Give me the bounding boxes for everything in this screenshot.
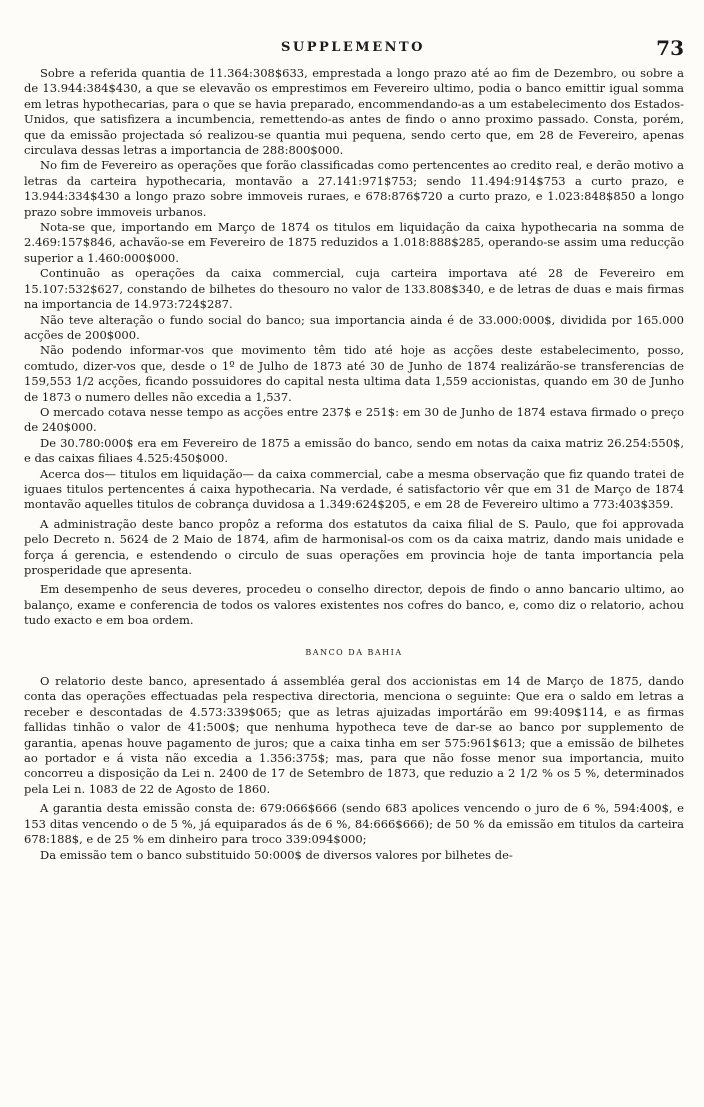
running-title: SUPPLEMENTO <box>280 40 425 55</box>
paragraph: Não teve alteração o fundo social do banco; sua importancia ainda é de 33.000:000$, dividida por 165.000 acções de 200$000. <box>24 312 684 342</box>
paragraph: A administração deste banco propôz a reforma dos estatutos da caixa filial de S. Paulo, que foi approvada pelo Decreto n. 5624 de 2 Maio de 1874, afim de harmonisal-os com os da caixa matriz, dando mais unidade e força á gerencia, e estendendo o circulo de suas operações em provincia hoje de tanta importancia pela prosperidade que apresenta. <box>24 516 684 577</box>
paragraph: Acerca dos— titulos em liquidação— da caixa commercial, cabe a mesma observação que fiz quando tratei de iguaes titulos pertencentes á caixa hypothecaria. Na verdade, é satisfactorio vêr que em 31 de Março de 1874 montavão aquelles titulos de cobrança duvidosa a 1.349:624$205, e em 28 de Fevereiro ultimo a 773:403$359. <box>24 466 684 512</box>
paragraph: Nota-se que, importando em Março de 1874 os titulos em liquidação da caixa hypothecaria na somma de 2.469:157$846, achavão-se em Fevereiro de 1875 reduzidos a 1.018:888$285, operando-se assim uma reducção superior a 1.460:000$000. <box>24 220 684 265</box>
paragraph: Sobre a referida quantia de 11.364:308$633, emprestada a longo prazo até ao fim de Dezembro, ou sobre a de 13.944:384$430, a que se elevavão os emprestimos em Fevereiro ultimo, podia o banco emittir igual somma em letras hypothecarias, para o que se havia preparado, encommendando-as a um estabelecimento dos Estados-Unidos, que satisfizera a incumbencia, remettendo-as antes de findo o anno proximo passado. Consta, porém, que da emissão projectada só realizou-se quantia mui pequena, sendo certo que, em 28 de Fevereiro, apenas circulava dessas letras a importancia de 288:800$000. <box>24 66 684 158</box>
paragraph: Em desempenho de seus deveres, procedeu o conselho director, depois de findo o anno bancario ultimo, ao balanço, exame e conferencia de todos os valores existentes nos cofres do banco, e, como diz o relatorio, achou tudo exacto e em boa ordem. <box>24 582 684 628</box>
paragraph: O mercado cotava nesse tempo as acções entre 237$ e 251$: em 30 de Junho de 1874 estava firmado o preço de 240$000. <box>24 404 684 435</box>
paragraph: O relatorio deste banco, apresentado á assembléa geral dos accionistas em 14 de Março de 1875, dando conta das operações effectuadas pela respectiva directoria, menciona o seguinte: Que era o saldo em letras a receber e descontadas de 4.573:339$065; que as letras ajuizadas importárão em 99:409$114, e as firmas fallidas tinhão o valor de 41:500$; que nenhuma hypotheca teve de dar-se ao banco por supplemento de garantia, apenas houve pagamento de juros; que a caixa tinha em ser 575:961$613; que a emissão de bilhetes ao portador e á vista não excedia a 1.356:375$; mas, para que não fosse menor sua importancia, muito concorreu a disposição da Lei n. 2400 de 17 de Setembro de 1873, que reduzio a 2 1/2 % os 5 %, determinados pela Lei n. 1083 de 22 de Agosto de 1860. <box>24 674 684 796</box>
paragraph: A garantia desta emissão consta de: 679:066$666 (sendo 683 apolices vencendo o juro de 6 %, 594:400$, e 153 ditas vencendo o de 5 %, já equiparados ás de 6 %, 84:666$666); de 50 % da emissão em titulos da carteira 678:188$, e de 25 % em dinheiro para troco 339:094$000; <box>24 801 684 847</box>
section-heading: BANCO DA BAHIA <box>305 647 403 657</box>
page-content <box>24 66 684 863</box>
paragraph: De 30.780:000$ era em Fevereiro de 1875 a emissão do banco, sendo em notas da caixa matriz 26.254:550$, e das caixas filiaes 4.525:450$000. <box>24 435 684 466</box>
paragraph: No fim de Fevereiro as operações que forão classificadas como pertencentes ao credito real, e derão motivo a letras da carteira hypothecaria, montavão a 27.141:971$753; sendo 11.494:914$753 a curto prazo, e 13.944:334$430 a longo prazo sobre immoveis ruraes, e 678:876$720 a curto prazo, e 1.023:848$850 a longo prazo sobre immoveis urbanos. <box>24 158 684 219</box>
page-number: 73 <box>656 36 684 60</box>
paragraph: Não podendo informar-vos que movimento têm tido até hoje as acções deste estabelecimento, posso, comtudo, dizer-vos que, desde o 1º de Julho de 1873 até 30 de Junho de 1874 realizárão-se transferencias de 159,553 1/2 acções, ficando possuidores do capital nesta ultima data 1,559 accionistas, quando em 30 de Junho de 1873 o numero delles não excedia a 1,537. <box>24 343 684 404</box>
page-header <box>22 36 684 64</box>
paragraph: Continuão as operações da caixa commercial, cuja carteira importava até 28 de Fevereiro em 15.107:532$627, constando de bilhetes do thesouro no valor de 133.808$340, e de letras de duas e mais firmas na importancia de 14.973:724$287. <box>24 266 684 312</box>
paragraph: Da emissão tem o banco substituido 50:000$ de diversos valores por bilhetes de- <box>40 847 513 862</box>
